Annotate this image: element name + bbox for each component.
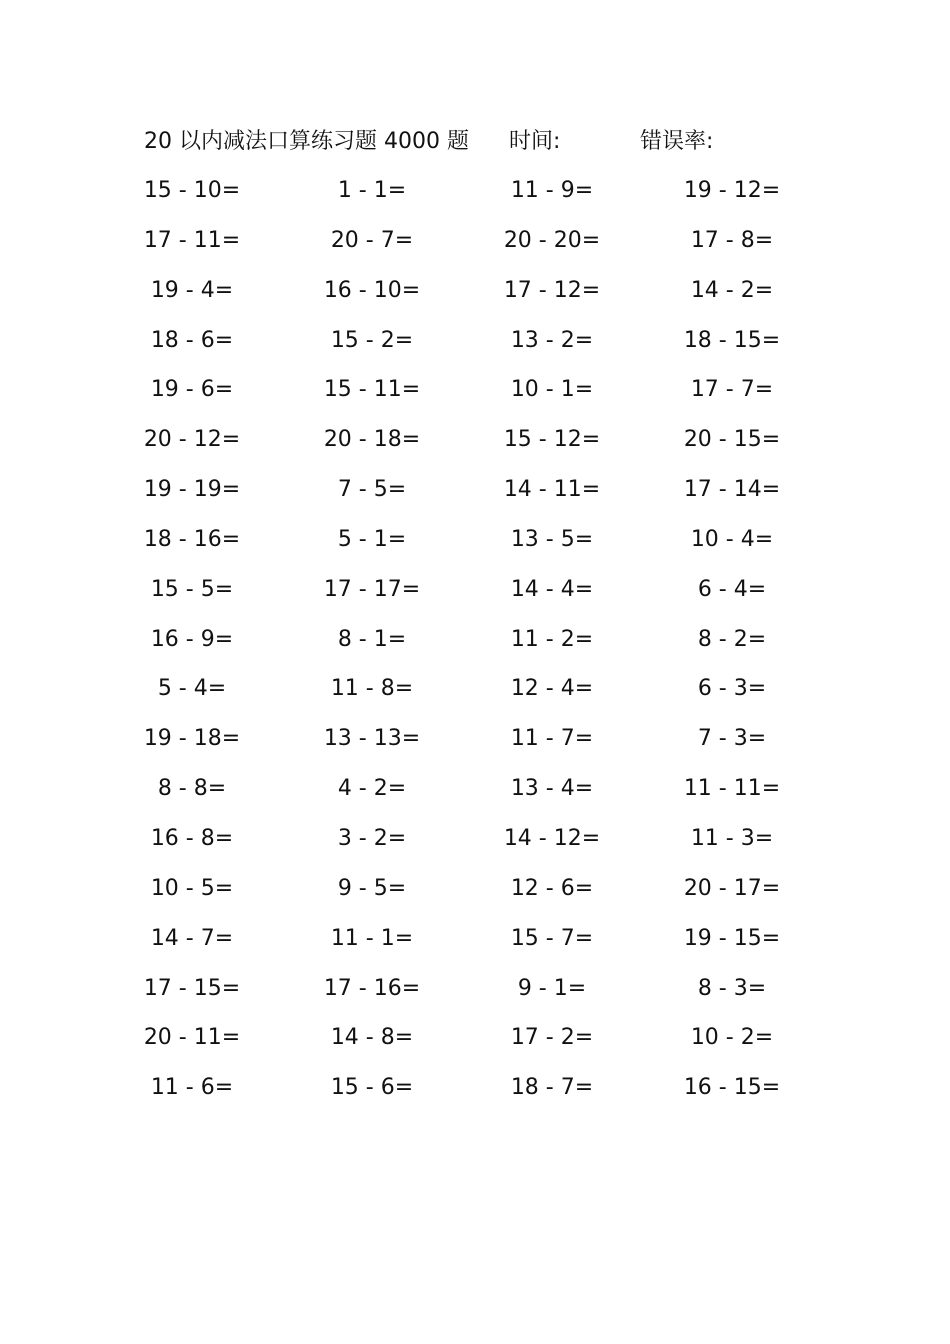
problem-item: 19 - 15=	[683, 925, 781, 951]
problem-row	[0, 372, 950, 422]
problem-item: 10 - 5=	[150, 875, 234, 901]
problem-row	[0, 422, 950, 472]
problem-item: 20 - 12=	[143, 427, 241, 453]
problem-item: 13 - 13=	[323, 726, 421, 752]
problem-item: 16 - 8=	[150, 825, 234, 851]
time-label: 时间:	[509, 129, 561, 154]
problem-item: 18 - 6=	[150, 327, 234, 353]
problem-row	[0, 472, 950, 522]
problem-item: 13 - 5=	[510, 526, 594, 552]
problem-row	[0, 323, 950, 373]
problem-item: 14 - 7=	[150, 925, 234, 951]
problem-item: 8 - 1=	[337, 626, 407, 652]
problem-item: 11 - 8=	[330, 676, 414, 702]
problem-item: 18 - 16=	[143, 526, 241, 552]
problem-item: 15 - 2=	[330, 327, 414, 353]
problem-item: 9 - 1=	[517, 975, 587, 1001]
problem-item: 16 - 15=	[683, 1075, 781, 1101]
problem-item: 16 - 9=	[150, 626, 234, 652]
problem-item: 20 - 17=	[683, 875, 781, 901]
problem-item: 6 - 4=	[697, 576, 767, 602]
problem-item: 5 - 4=	[157, 676, 227, 702]
problem-item: 15 - 7=	[510, 925, 594, 951]
problem-item: 20 - 7=	[330, 227, 414, 253]
problem-item: 14 - 12=	[503, 825, 601, 851]
problem-item: 20 - 18=	[323, 427, 421, 453]
error-rate-label: 错误率:	[640, 129, 714, 154]
problem-item: 17 - 2=	[510, 1025, 594, 1051]
problem-row	[0, 622, 950, 672]
problem-row	[0, 921, 950, 971]
worksheet-header	[144, 124, 844, 160]
problem-item: 8 - 2=	[697, 626, 767, 652]
problem-item: 17 - 14=	[683, 477, 781, 503]
problem-row	[0, 671, 950, 721]
problem-row	[0, 522, 950, 572]
problem-item: 19 - 18=	[143, 726, 241, 752]
problem-row	[0, 771, 950, 821]
problem-item: 11 - 9=	[510, 178, 594, 203]
problem-item: 15 - 10=	[143, 178, 241, 203]
problem-item: 7 - 3=	[697, 726, 767, 752]
problem-item: 18 - 15=	[683, 327, 781, 353]
problem-item: 14 - 2=	[690, 277, 774, 303]
problem-item: 13 - 4=	[510, 776, 594, 802]
problem-item: 19 - 19=	[143, 477, 241, 503]
problem-grid	[0, 173, 950, 1120]
problem-item: 10 - 1=	[510, 377, 594, 403]
problem-row	[0, 1020, 950, 1070]
problem-item: 14 - 8=	[330, 1025, 414, 1051]
problem-row	[0, 721, 950, 771]
problem-item: 14 - 11=	[503, 477, 601, 503]
problem-item: 15 - 5=	[150, 576, 234, 602]
problem-item: 20 - 15=	[683, 427, 781, 453]
problem-item: 19 - 6=	[150, 377, 234, 403]
problem-item: 19 - 4=	[150, 277, 234, 303]
problem-item: 11 - 7=	[510, 726, 594, 752]
problem-item: 15 - 6=	[330, 1075, 414, 1101]
problem-item: 10 - 2=	[690, 1025, 774, 1051]
problem-item: 20 - 20=	[503, 227, 601, 253]
problem-item: 17 - 8=	[690, 227, 774, 253]
problem-item: 11 - 3=	[690, 825, 774, 851]
problem-item: 14 - 4=	[510, 576, 594, 602]
problem-item: 1 - 1=	[337, 178, 407, 203]
problem-item: 11 - 2=	[510, 626, 594, 652]
problem-item: 9 - 5=	[337, 875, 407, 901]
problem-item: 12 - 6=	[510, 875, 594, 901]
problem-item: 3 - 2=	[337, 825, 407, 851]
problem-row	[0, 971, 950, 1021]
problem-item: 10 - 4=	[690, 526, 774, 552]
problem-item: 7 - 5=	[337, 477, 407, 503]
problem-item: 6 - 3=	[697, 676, 767, 702]
problem-item: 12 - 4=	[510, 676, 594, 702]
problem-row	[0, 871, 950, 921]
worksheet-title: 20 以内减法口算练习题 4000 题	[144, 129, 469, 154]
problem-item: 17 - 12=	[503, 277, 601, 303]
problem-item: 11 - 6=	[150, 1075, 234, 1101]
problem-item: 5 - 1=	[337, 526, 407, 552]
problem-row	[0, 572, 950, 622]
problem-item: 15 - 12=	[503, 427, 601, 453]
problem-item: 20 - 11=	[143, 1025, 241, 1051]
problem-row	[0, 821, 950, 871]
problem-item: 13 - 2=	[510, 327, 594, 353]
problem-item: 17 - 17=	[323, 576, 421, 602]
problem-item: 4 - 2=	[337, 776, 407, 802]
problem-row	[0, 273, 950, 323]
problem-item: 17 - 16=	[323, 975, 421, 1001]
problem-row	[0, 1070, 950, 1120]
problem-item: 11 - 1=	[330, 925, 414, 951]
problem-row	[0, 173, 950, 223]
problem-item: 17 - 7=	[690, 377, 774, 403]
problem-row	[0, 223, 950, 273]
problem-item: 18 - 7=	[510, 1075, 594, 1101]
problem-item: 16 - 10=	[323, 277, 421, 303]
problem-item: 15 - 11=	[323, 377, 421, 403]
problem-item: 17 - 11=	[143, 227, 241, 253]
problem-item: 8 - 8=	[157, 776, 227, 802]
problem-item: 17 - 15=	[143, 975, 241, 1001]
problem-item: 19 - 12=	[683, 178, 781, 203]
problem-item: 11 - 11=	[683, 776, 781, 802]
problem-item: 8 - 3=	[697, 975, 767, 1001]
